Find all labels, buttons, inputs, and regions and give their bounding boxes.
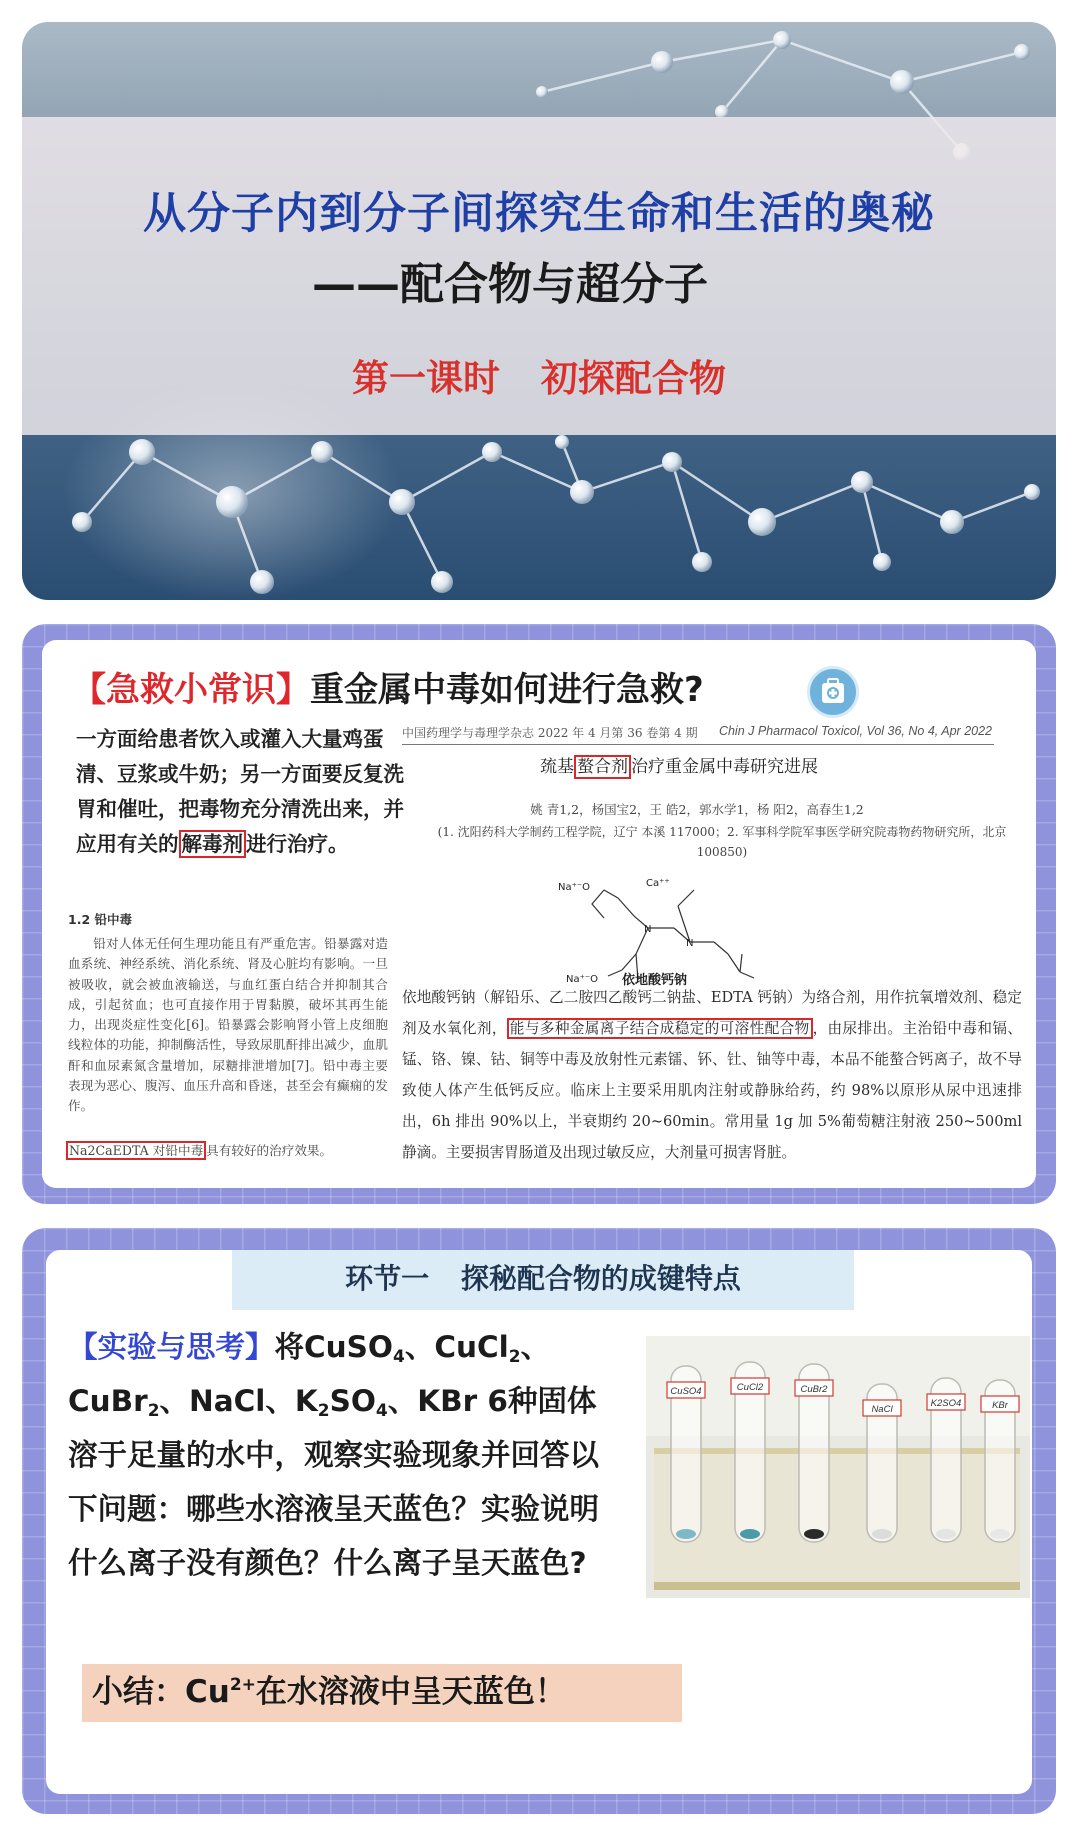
struct-n1: N — [644, 924, 652, 935]
complex-highlight: 能与多种金属离子结合成稳定的可溶性配合物 — [507, 1018, 813, 1039]
firstaid-heading — [72, 662, 704, 711]
article-title-b: 治疗重金属中毒研究进展 — [631, 757, 818, 777]
summary-superscript: 2+ — [229, 1675, 256, 1695]
formula-text: 、CuBr — [68, 1330, 551, 1418]
tube-sediment — [990, 1529, 1010, 1539]
subscript: 4 — [375, 1401, 388, 1421]
summary-box — [82, 1664, 682, 1722]
lead-poisoning-conclusion — [66, 1140, 332, 1159]
tube-label: CuBr2 — [800, 1384, 828, 1395]
slide-title: 从分子内到分子间探究生命和生活的奥秘 — [143, 189, 935, 239]
article-title-a: 巯基 — [540, 757, 574, 777]
advice-text: 一方面给患者饮入或灌入大量鸡蛋清、豆浆或牛奶；另一方面要反复洗胃和催吐，把毒物充分清洗出来，并应用有关的 — [76, 727, 404, 856]
firstaid-card — [22, 624, 1056, 1204]
question-text: 、KBr 6种固体溶于足量的水中，观察实验现象并回答以下问题：哪些水溶液呈天蓝色？实验说明什么离子没有颜色？什么离子呈天蓝色? — [68, 1384, 600, 1580]
tube-label: CuSO4 — [670, 1386, 702, 1397]
firstaid-panel — [42, 640, 1036, 1188]
formula-text: 、NaCl、K — [159, 1384, 318, 1418]
journal-name-en: Chin J Pharmacol Toxicol, Vol 36, No 4, Apr 2022 — [718, 724, 992, 738]
firstaid-question: 重金属中毒如何进行急救? — [310, 670, 704, 710]
medical-kit-icon — [807, 666, 859, 718]
struct-n2: N — [686, 938, 694, 949]
tube-sediment — [872, 1529, 892, 1539]
subscript: 2 — [317, 1401, 330, 1421]
tube-label: NaCl — [871, 1404, 893, 1415]
conclusion-rest: 具有较好的治疗效果。 — [206, 1143, 333, 1158]
tube-sediment — [936, 1529, 956, 1539]
experiment-tag: 【实验与思考】 — [68, 1330, 275, 1364]
structure-label: 依地酸钙钠 — [622, 973, 688, 988]
lesson-title: 第一课时 初探配合物 — [352, 357, 726, 400]
section-banner: 环节一 探秘配合物的成键特点 — [232, 1250, 854, 1310]
chelator-highlight: 螯合剂 — [574, 755, 631, 779]
edta-highlight: Na2CaEDTA 对铅中毒 — [66, 1141, 206, 1160]
article-authors: 姚 青1,2，杨国宝2，王 皓2，郭水学1，杨 阳2，高春生1,2 — [530, 802, 864, 817]
struct-na-bottom: Na⁺⁻O — [566, 974, 599, 985]
tube-label: CuCl2 — [736, 1382, 764, 1393]
subscript: 2 — [147, 1401, 160, 1421]
edta-description-b: ，由尿排出。主治铅中毒和镉、锰、铬、镍、钴、铜等中毒及放射性元素镭、钚、钍、铀等中毒，本品不能螯合钙离子，故不导致使人体产生低钙反应。临床上主要采用肌肉注射或静脉给药，约 98%以原形从尿中迅速排出，6h 排出 90%以上，半衰期约 20~60min。常用量 1g 加 5%葡萄糖注射液 250~500ml 静滴。主要损害胃肠道及出现过敏反应，大剂量可损害肾脏。 — [402, 1020, 1022, 1161]
subscript: 2 — [508, 1347, 521, 1367]
tube-sediment — [804, 1529, 824, 1539]
summary-text-b: 在水溶液中呈天蓝色！ — [255, 1674, 566, 1710]
test-tubes-photo — [646, 1336, 1030, 1598]
firstaid-advice — [76, 722, 412, 862]
experiment-panel — [46, 1250, 1032, 1794]
antidote-highlight: 解毒剂 — [179, 830, 247, 858]
journal-header — [402, 724, 992, 741]
article-title — [540, 752, 818, 777]
summary-text-a: 小结：Cu — [92, 1674, 230, 1710]
experiment-card — [22, 1228, 1056, 1814]
edta-description-a: 依地酸钙钠（解铅乐、乙二胺四乙酸钙二钠盐、EDTA 钙钠）为络合剂，用作抗氧增效剂、稳定剂及水氧化剂， — [402, 989, 1022, 1037]
lead-poisoning-heading: 1.2 铅中毒 — [68, 912, 132, 927]
tube-sediment — [676, 1529, 696, 1539]
formula-text: SO — [329, 1384, 376, 1418]
journal-divider — [402, 744, 994, 745]
tube-label: K2SO4 — [930, 1398, 962, 1409]
title-slide — [22, 22, 1056, 600]
lead-poisoning-text: 铅对人体无任何生理功能且有严重危害。铅暴露对造血系统、神经系统、消化系统、肾及心脏均有影响。一旦被吸收，就会被血液输送，与血红蛋白结合并抑制其合成，引起贫血；也可直接作用于胃黏膜，破坏其再生能力，出现炎症性变化[6]。铅暴露会影响肾小管上皮细胞线粒体的功能，抑制酶活性，导致尿肌酐排出减少，血肌酐和血尿素氮含量增加，尿糖排泄增加[7]。铅中毒主要表现为恶心、腹泻、血压升高和昏迷，甚至会有癫痫的发作。 — [68, 936, 388, 1114]
slide-subtitle: ——配合物与超分子 — [312, 259, 708, 310]
tube-label: KBr — [992, 1400, 1008, 1411]
formula-text: 将CuSO — [274, 1330, 393, 1364]
formula-text: 、CuCl — [404, 1330, 509, 1364]
firstaid-tag: 【急救小常识】 — [72, 670, 310, 710]
tube-sediment — [740, 1529, 760, 1539]
journal-name-cn: 中国药理学与毒理学杂志 2022 年 4 月第 36 卷第 4 期 — [402, 726, 698, 740]
experiment-prompt — [68, 1320, 608, 1590]
article-affiliation: (1. 沈阳药科大学制药工程学院，辽宁 本溪 117000；2. 军事科学院军事医学研究院毒物药物研究所，北京 100850) — [437, 825, 1007, 859]
struct-na-top: Na⁺⁻O — [558, 882, 591, 893]
advice-text-end: 进行治疗。 — [246, 832, 349, 856]
struct-ca: Ca⁺⁺ — [646, 878, 670, 889]
edta-structure-diagram — [558, 876, 802, 988]
subscript: 4 — [393, 1347, 405, 1367]
edta-description — [402, 982, 1022, 1168]
